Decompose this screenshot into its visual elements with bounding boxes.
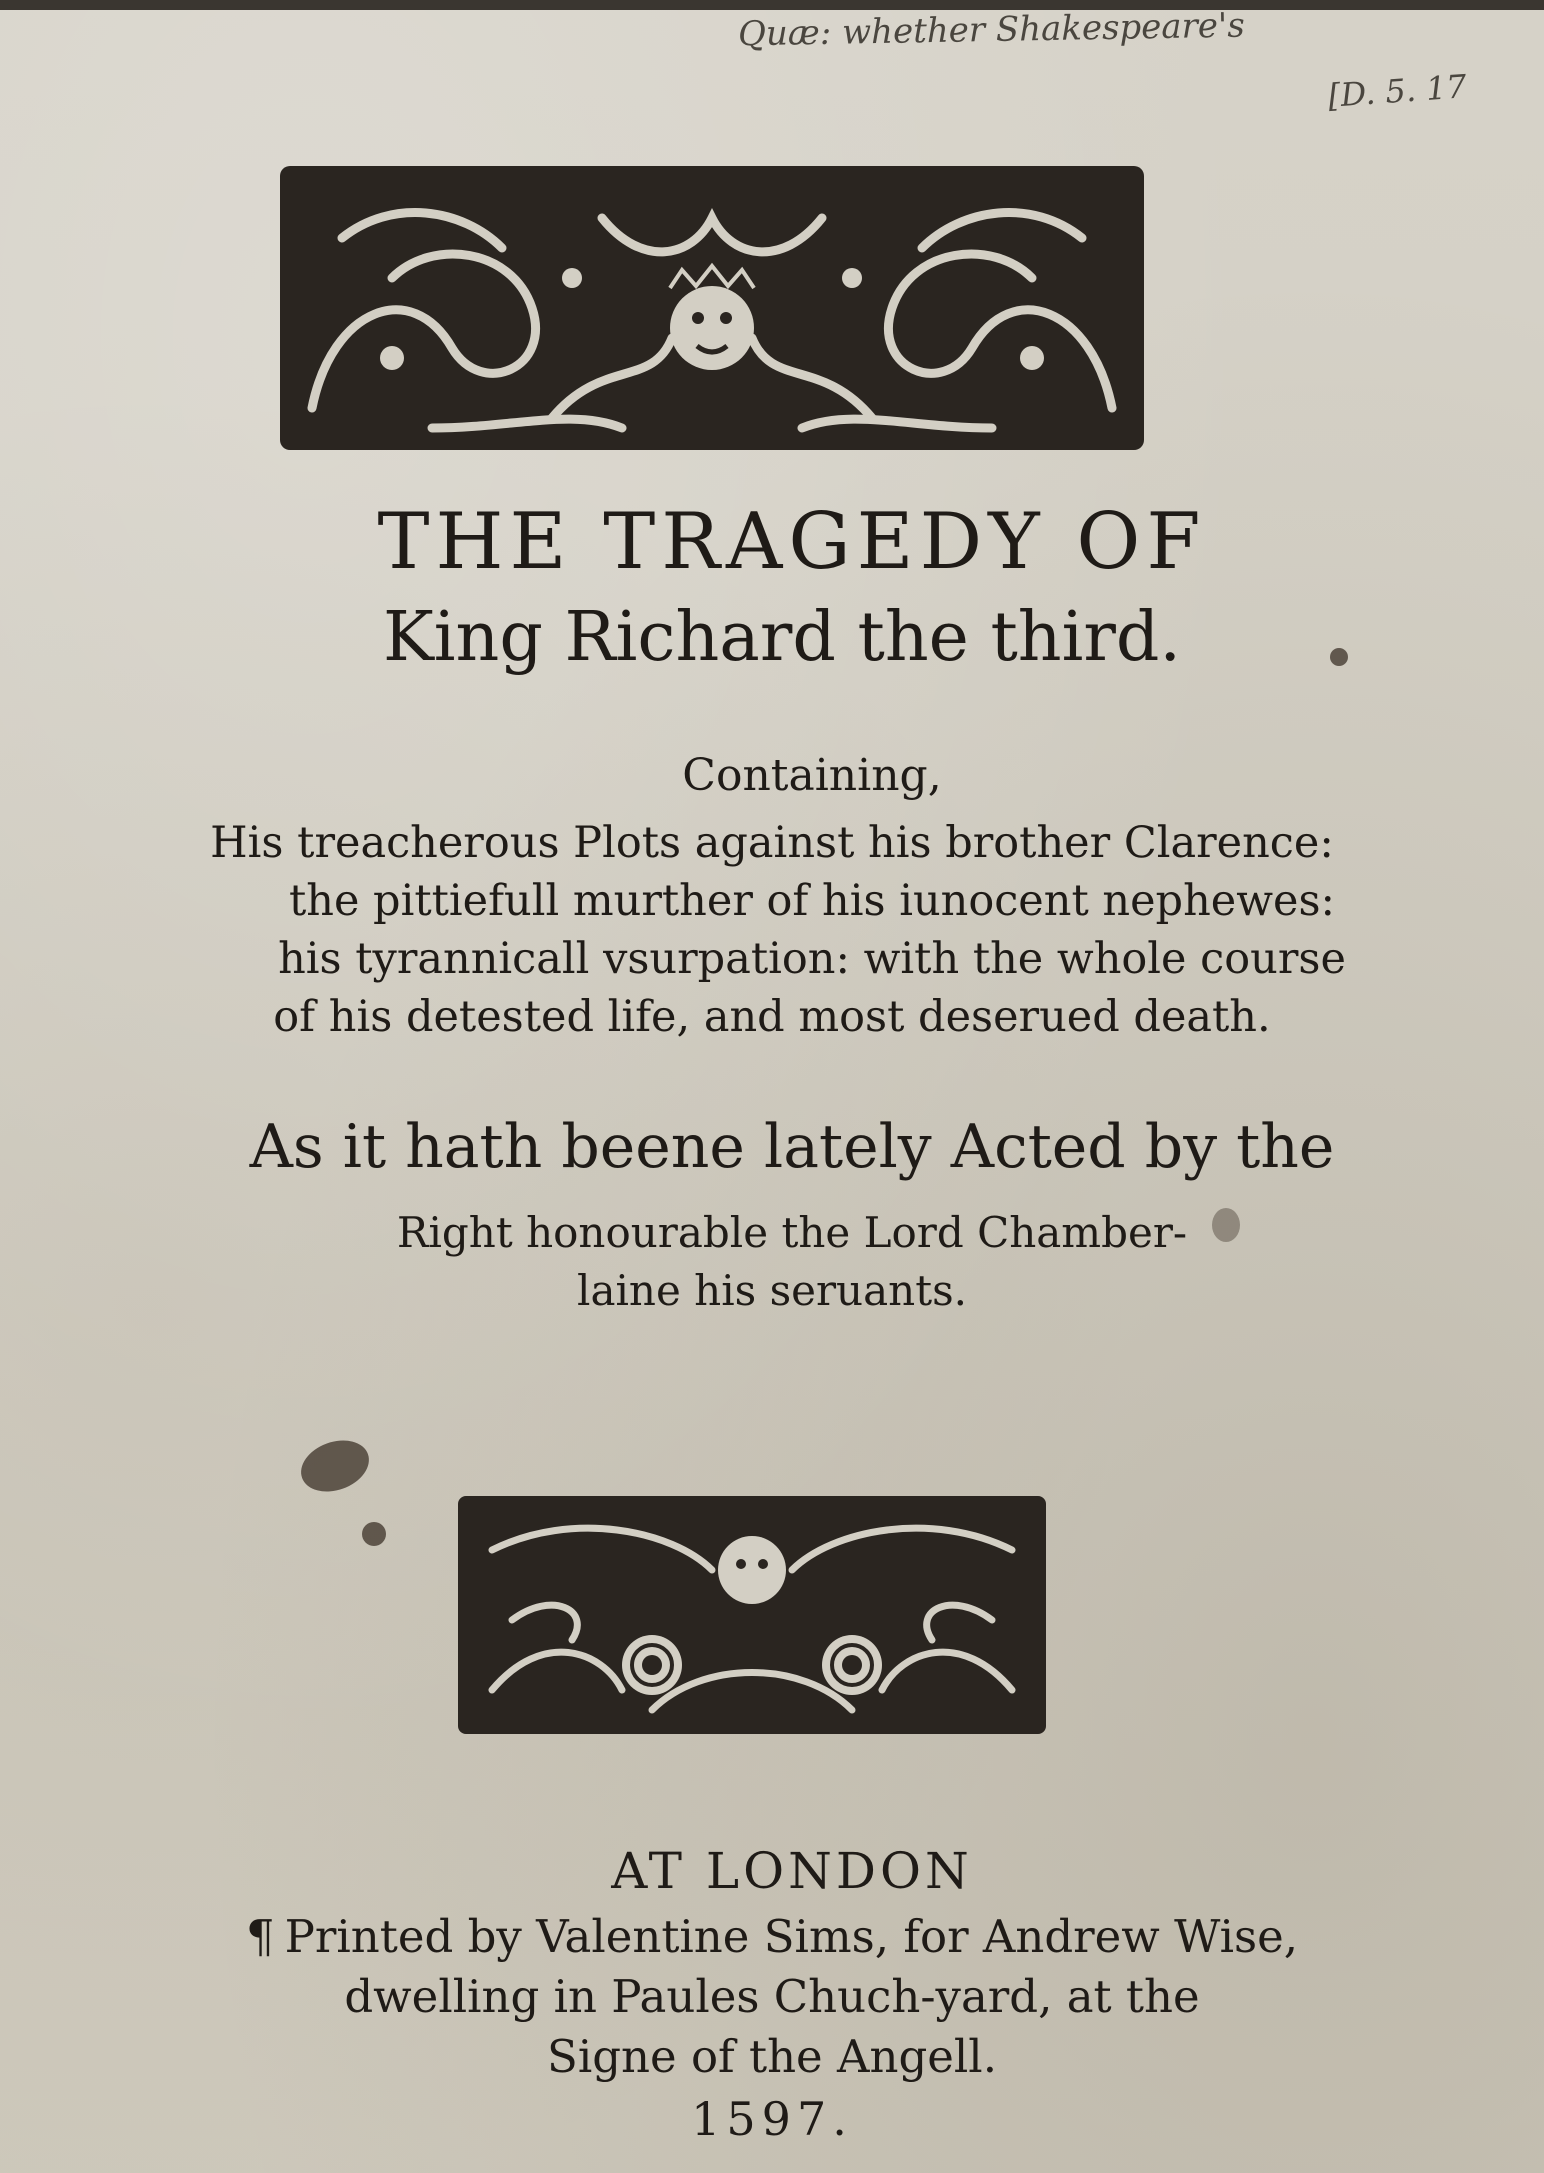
subtitle-line-1: His treacherous Plots against his brother Clarence:: [210, 818, 1334, 868]
imprint-place: AT LONDON: [611, 1842, 973, 1900]
title-line-1: THE TRAGEDY OF: [377, 497, 1207, 587]
subtitle-line-4: of his detested life, and most deserued death.: [273, 992, 1271, 1042]
ink-stain: [1212, 1208, 1240, 1242]
acted-line-3: laine his seruants.: [577, 1266, 967, 1315]
subtitle-containing: Containing,: [682, 750, 942, 801]
ink-stain: [1330, 648, 1348, 666]
acted-line-2: Right honourable the Lord Chamber-: [396, 1208, 1188, 1257]
subtitle-line-3: his tyrannicall vsurpation: with the whole course: [278, 934, 1346, 984]
subtitle-line-2: the pittiefull murther of his iunocent nephewes:: [288, 876, 1336, 926]
title-page: [0, 5, 1544, 2173]
handwritten-shelfmark: [D. 5. 17: [1326, 67, 1468, 115]
pilcrow-fleuron: ¶: [245, 1910, 275, 1963]
ink-stain: [294, 1431, 376, 1500]
imprint-year: 1597.: [691, 2092, 853, 2146]
ink-stain: [362, 1522, 386, 1546]
imprint-line-2: dwelling in Paules Chuch-yard, at the: [344, 1970, 1200, 2023]
handwritten-annotation: Quæ: whether Shakespeare's: [737, 5, 1246, 55]
headpiece-ornament: [272, 158, 1152, 458]
acted-line-1: As it hath beene lately Acted by the: [249, 1112, 1335, 1182]
imprint-printer: Printed by Valentine Sims, for Andrew Wise,: [284, 1910, 1299, 1963]
imprint-line-1: [0, 1910, 1544, 1963]
title-line-2: King Richard the third.: [382, 598, 1181, 677]
imprint-line-3: Signe of the Angell.: [547, 2030, 997, 2083]
tailpiece-ornament: [452, 1490, 1052, 1740]
